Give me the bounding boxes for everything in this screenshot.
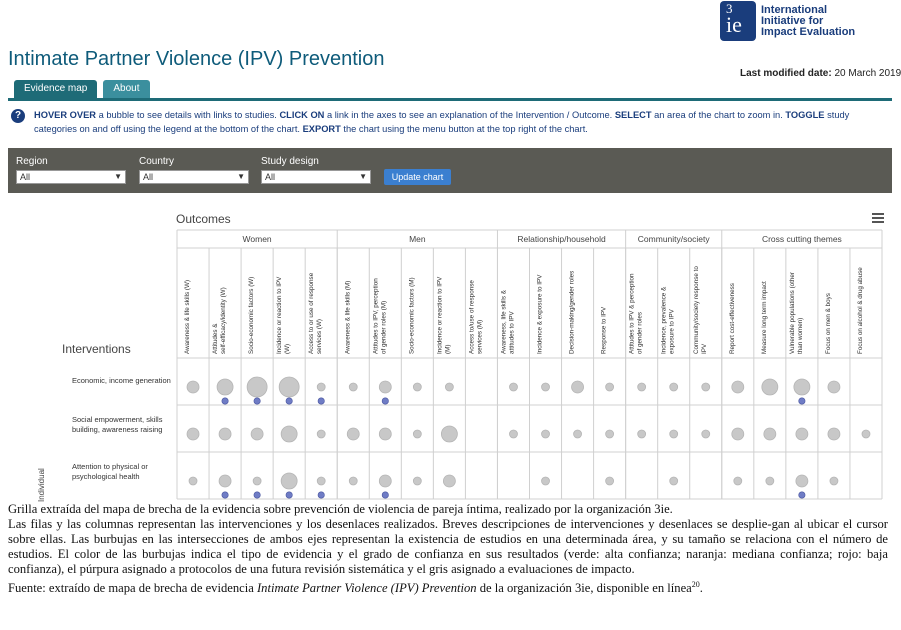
- impact-evaluation-bubble[interactable]: [732, 381, 744, 393]
- impact-evaluation-bubble[interactable]: [702, 430, 710, 438]
- chevron-down-icon: ▼: [237, 172, 245, 181]
- last-modified-label: Last modified date:: [740, 68, 832, 79]
- impact-evaluation-bubble[interactable]: [509, 430, 517, 438]
- outcome-column-label[interactable]: Decision-making/gender roles: [568, 270, 576, 354]
- study-design-label: Study design: [261, 156, 319, 167]
- protocol-bubble[interactable]: [254, 398, 260, 404]
- instruction-segment: study: [824, 110, 850, 120]
- outcome-column-label[interactable]: Awareness & life skills (M): [344, 280, 352, 354]
- impact-evaluation-bubble[interactable]: [445, 383, 453, 391]
- impact-evaluation-bubble[interactable]: [702, 383, 710, 391]
- instruction-segment: CLICK ON: [279, 110, 325, 120]
- logo-line-1: International: [761, 3, 828, 16]
- outcome-group-header[interactable]: Men: [409, 234, 426, 244]
- outcome-column-label[interactable]: Awareness & life skills (W): [184, 279, 192, 354]
- impact-evaluation-bubble[interactable]: [349, 383, 357, 391]
- outcome-group-header[interactable]: Relationship/household: [517, 234, 606, 244]
- chevron-down-icon: ▼: [359, 172, 367, 181]
- source-title: Intimate Partner Violence (IPV) Prevention: [256, 581, 477, 596]
- caption-paragraph-2: Las filas y las columnas representan las intervenciones y los desenlaces realizados. Breves descripciones de intervenciones y desenlaces se desplie-gan al ubicar el cursor sobre ellas. Las burbujas en las intersecciones de ambos ejes representan la existencia de estudios en una determinada área, y su tamaño se relaciona con el número de estudios. El color de las burbujas indica el tipo de evidencia y el grado de confianza en sus resultados (verde: alta confianza; naranja: mediana confianza; rojo: baja confianza), el púrpura asignado a protocolos de una futura revisión sistemática y el gris asignado a evaluaciones de impacto.: [8, 517, 888, 576]
- impact-evaluation-bubble[interactable]: [349, 477, 357, 485]
- protocol-bubble[interactable]: [799, 492, 805, 498]
- protocol-bubble[interactable]: [286, 398, 292, 404]
- region-value: All: [20, 172, 31, 182]
- impact-evaluation-bubble[interactable]: [542, 383, 550, 391]
- outcome-group-header[interactable]: Cross cutting themes: [761, 234, 842, 244]
- impact-evaluation-bubble[interactable]: [251, 428, 263, 440]
- impact-evaluation-bubble[interactable]: [828, 428, 840, 440]
- intervention-row-label[interactable]: Attention to physical or psychological health: [72, 462, 148, 481]
- impact-evaluation-bubble[interactable]: [796, 428, 808, 440]
- impact-evaluation-bubble[interactable]: [317, 477, 325, 485]
- source-prefix: Fuente: extraído de mapa de brecha de evidencia: [8, 581, 257, 596]
- impact-evaluation-bubble[interactable]: [413, 477, 421, 485]
- outcome-column-label[interactable]: Incidence & exposure to IPV: [536, 274, 544, 354]
- outcome-column-label[interactable]: Awareness, life skills &attitudes to IPV: [500, 290, 516, 354]
- outcome-column-label[interactable]: Report cost-effectiveness: [728, 283, 736, 354]
- impact-evaluation-bubble[interactable]: [379, 475, 391, 487]
- impact-evaluation-bubble[interactable]: [253, 477, 261, 485]
- impact-evaluation-bubble[interactable]: [542, 477, 550, 485]
- impact-evaluation-bubble[interactable]: [606, 430, 614, 438]
- impact-evaluation-bubble[interactable]: [189, 477, 197, 485]
- impact-evaluation-bubble[interactable]: [247, 377, 267, 397]
- last-modified-value: 20 March 2019: [834, 68, 901, 79]
- impact-evaluation-bubble[interactable]: [734, 477, 742, 485]
- outcome-column-label[interactable]: Socio-economic factors (M): [408, 277, 416, 354]
- outcome-column-label[interactable]: Incidence or reaction to IPV(M): [436, 276, 452, 354]
- impact-evaluation-bubble[interactable]: [219, 475, 231, 487]
- protocol-bubble[interactable]: [222, 492, 228, 498]
- outcome-column-label[interactable]: Attitudes &self-efficacy/identity (W): [212, 287, 228, 354]
- outcome-column-label[interactable]: Response to IPV: [600, 306, 608, 354]
- impact-evaluation-bubble[interactable]: [441, 426, 457, 442]
- impact-evaluation-bubble[interactable]: [638, 430, 646, 438]
- protocol-bubble[interactable]: [318, 492, 324, 498]
- protocol-bubble[interactable]: [222, 398, 228, 404]
- study-design-value: All: [265, 172, 276, 182]
- impact-evaluation-bubble[interactable]: [766, 477, 774, 485]
- logo-line-3: Impact Evaluation: [761, 25, 856, 38]
- tab-about[interactable]: About: [103, 80, 149, 98]
- question-icon: ?: [11, 109, 25, 123]
- instruction-segment: HOVER OVER: [34, 110, 96, 120]
- outcomes-title: Outcomes: [176, 212, 231, 226]
- impact-evaluation-bubble[interactable]: [794, 379, 810, 395]
- intervention-row-label[interactable]: Social empowerment, skills building, awareness raising: [72, 415, 163, 434]
- impact-evaluation-bubble[interactable]: [317, 430, 325, 438]
- instruction-segment: an area of the chart to zoom in.: [651, 110, 786, 120]
- protocol-bubble[interactable]: [254, 492, 260, 498]
- outcome-column-label[interactable]: Incidence, prevalence &exposure to IPV: [660, 286, 676, 354]
- protocol-bubble[interactable]: [286, 492, 292, 498]
- instruction-segment: EXPORT: [302, 124, 341, 134]
- outcome-column-label[interactable]: Focus on men & boys: [824, 293, 832, 354]
- update-chart-button[interactable]: Update chart: [384, 169, 451, 185]
- impact-evaluation-bubble[interactable]: [281, 426, 297, 442]
- impact-evaluation-bubble[interactable]: [862, 430, 870, 438]
- impact-evaluation-bubble[interactable]: [413, 430, 421, 438]
- impact-evaluation-bubble[interactable]: [279, 377, 299, 397]
- impact-evaluation-bubble[interactable]: [219, 428, 231, 440]
- impact-evaluation-bubble[interactable]: [187, 381, 199, 393]
- outcome-group-header[interactable]: Community/society: [637, 234, 710, 244]
- impact-evaluation-bubble[interactable]: [217, 379, 233, 395]
- caption-source: [8, 577, 888, 596]
- impact-evaluation-bubble[interactable]: [732, 428, 744, 440]
- outcome-column-label[interactable]: Access to or use of responseservices (W): [308, 272, 324, 354]
- impact-evaluation-bubble[interactable]: [764, 428, 776, 440]
- interventions-title: Interventions: [62, 342, 131, 356]
- region-label: Region: [16, 156, 48, 167]
- impact-evaluation-bubble[interactable]: [187, 428, 199, 440]
- impact-evaluation-bubble[interactable]: [281, 473, 297, 489]
- impact-evaluation-bubble[interactable]: [670, 477, 678, 485]
- impact-evaluation-bubble[interactable]: [828, 381, 840, 393]
- impact-evaluation-bubble[interactable]: [574, 430, 582, 438]
- impact-evaluation-bubble[interactable]: [379, 381, 391, 393]
- row-group-text: Individual: [37, 468, 46, 502]
- instruction-segment: TOGGLE: [785, 110, 825, 120]
- footnote-ref: 20: [691, 580, 700, 589]
- outcome-column-label[interactable]: Measure long term impact: [760, 281, 768, 354]
- impact-evaluation-bubble[interactable]: [670, 430, 678, 438]
- impact-evaluation-bubble[interactable]: [638, 383, 646, 391]
- instruction-segment: SELECT: [614, 110, 652, 120]
- protocol-bubble[interactable]: [382, 492, 388, 498]
- outcome-column-label[interactable]: Community/society response toIPV: [692, 266, 708, 354]
- impact-evaluation-bubble[interactable]: [572, 381, 584, 393]
- outcome-column-label[interactable]: Attitudes to IPV & perceptionof gender roles: [628, 273, 644, 354]
- outcome-column-label[interactable]: Access to/use of responseservices (M): [468, 280, 484, 354]
- instruction-segment: a bubble to see details with links to studies.: [96, 110, 280, 120]
- impact-evaluation-bubble[interactable]: [606, 477, 614, 485]
- logo-mark-top: 3: [726, 1, 733, 16]
- intervention-row-label[interactable]: Economic, income generation: [72, 376, 171, 385]
- caption-paragraph-1: Grilla extraída del mapa de brecha de la evidencia sobre prevención de violencia de pareja íntima, realizado por la organización 3ie.: [8, 502, 673, 516]
- outcome-column-label[interactable]: Vulnerable populations (otherthan women): [788, 271, 804, 354]
- page-title: Intimate Partner Violence (IPV) Prevention: [8, 48, 385, 70]
- country-label: Country: [139, 156, 175, 167]
- impact-evaluation-bubble[interactable]: [542, 430, 550, 438]
- chevron-down-icon: ▼: [114, 172, 122, 181]
- impact-evaluation-bubble[interactable]: [443, 475, 455, 487]
- impact-evaluation-bubble[interactable]: [830, 477, 838, 485]
- instruction-segment: categories on and off using the legend at the bottom of the chart.: [34, 124, 303, 134]
- impact-evaluation-bubble[interactable]: [413, 383, 421, 391]
- impact-evaluation-bubble[interactable]: [509, 383, 517, 391]
- figure-caption: [8, 502, 888, 596]
- instruction-segment: the chart using the menu button at the top right of the chart.: [340, 124, 588, 134]
- impact-evaluation-bubble[interactable]: [317, 383, 325, 391]
- outcome-column-label[interactable]: Focus on alcohol & drug abuse: [856, 267, 864, 354]
- logo-line-2: Initiative for: [761, 14, 824, 27]
- protocol-bubble[interactable]: [382, 398, 388, 404]
- protocol-bubble[interactable]: [318, 398, 324, 404]
- impact-evaluation-bubble[interactable]: [379, 428, 391, 440]
- impact-evaluation-bubble[interactable]: [347, 428, 359, 440]
- outcome-column-label[interactable]: Socio-economic factors (W): [248, 276, 256, 354]
- protocol-bubble[interactable]: [799, 398, 805, 404]
- outcome-group-header[interactable]: Women: [242, 234, 272, 244]
- country-value: All: [143, 172, 154, 182]
- impact-evaluation-bubble[interactable]: [796, 475, 808, 487]
- source-suffix: de la organización 3ie, disponible en línea: [476, 581, 692, 596]
- outcome-column-label[interactable]: Incidence or reaction to IPV(W): [276, 276, 292, 354]
- row-group-label: [37, 460, 49, 502]
- impact-evaluation-bubble[interactable]: [670, 383, 678, 391]
- impact-evaluation-bubble[interactable]: [606, 383, 614, 391]
- source-end: .: [699, 581, 703, 596]
- logo-mark-bottom: ie: [726, 12, 742, 37]
- instruction-segment: a link in the axes to see an explanation of the Intervention / Outcome.: [324, 110, 615, 120]
- tab-evidence-map[interactable]: Evidence map: [14, 80, 97, 98]
- outcome-column-label[interactable]: Attitudes to IPV, perceptionof gender roles (M): [372, 278, 388, 354]
- impact-evaluation-bubble[interactable]: [762, 379, 778, 395]
